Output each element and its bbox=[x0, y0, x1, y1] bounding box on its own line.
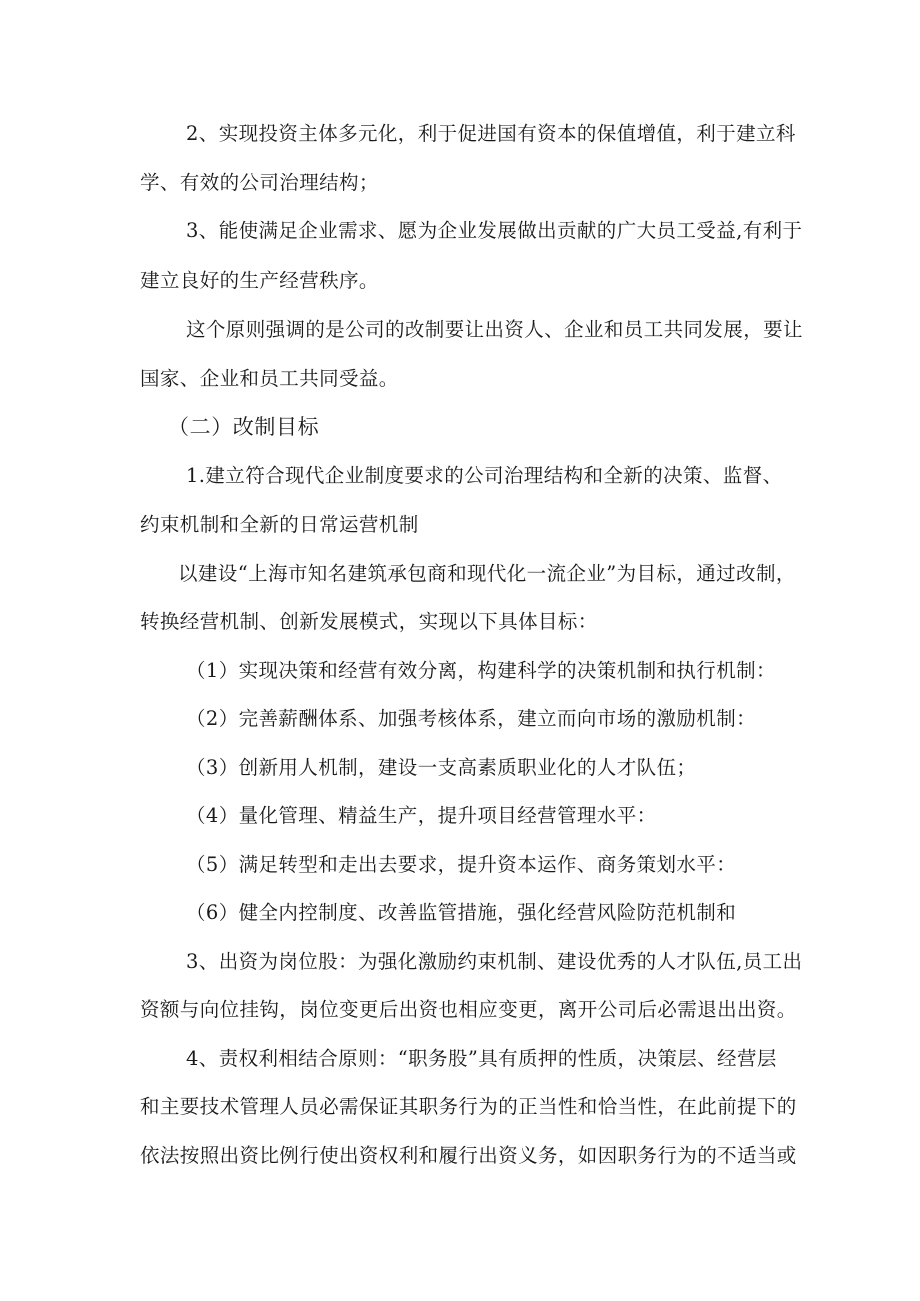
paragraph-line: 2、实现投资主体多元化，利于促进国有资本的保值增值，利于建立科 bbox=[186, 122, 796, 145]
paragraph-line: 3、能使满足企业需求、愿为企业发展做出贡献的广大员工受益,有利于 bbox=[186, 219, 803, 242]
paragraph-line: 以建设“上海市知名建筑承包商和现代化一流企业”为目标，通过改制， bbox=[178, 562, 796, 585]
list-item: （4）量化管理、精益生产，提升项目经营管理水平： bbox=[186, 804, 657, 827]
paragraph-line: 约束机制和全新的日常运营机制 bbox=[140, 513, 419, 536]
paragraph-line: 转换经营机制、创新发展模式，实现以下具体目标： bbox=[140, 610, 598, 633]
paragraph-line: 建立良好的生产经营秩序。 bbox=[140, 269, 379, 292]
paragraph-line: 和主要技术管理人员必需保证其职务行为的正当性和恰当性，在此前提下的 bbox=[140, 1095, 797, 1118]
list-item: （1）实现决策和经营有效分离，构建科学的决策机制和执行机制： bbox=[186, 659, 776, 682]
paragraph-line: 依法按照出资比例行使出资权利和履行出资义务，如因职务行为的不适当或 bbox=[140, 1144, 797, 1167]
list-item: （2）完善薪酬体系、加强考核体系，建立而向市场的激励机制： bbox=[186, 707, 757, 730]
paragraph-line: 国家、企业和员工共同受益。 bbox=[140, 367, 399, 390]
list-item: （5）满足转型和走出去要求，提升资本运作、商务策划水平： bbox=[186, 853, 737, 876]
section-heading: （二）改制目标 bbox=[168, 415, 320, 439]
paragraph-line: 4、责权利相结合原则：“职务股”具有质押的性质，决策层、经营层 bbox=[186, 1047, 777, 1070]
paragraph-line: 1.建立符合现代企业制度要求的公司治理结构和全新的决策、监督、 bbox=[186, 464, 783, 487]
paragraph-line: 这个原则强调的是公司的改制要让出资人、企业和员工共同发展，要让 bbox=[186, 318, 803, 341]
paragraph-line: 学、有效的公司治理结构； bbox=[140, 171, 379, 194]
paragraph-line: 3、出资为岗位股：为强化激励约束机制、建设优秀的人才队伍,员工出 bbox=[186, 950, 803, 973]
paragraph-line: 资额与向位挂钩，岗位变更后出资也相应变更，离开公司后必需退出出资。 bbox=[140, 998, 797, 1021]
list-item: （6）健全内控制度、改善监管措施，强化经营风险防范机制和 bbox=[186, 901, 737, 924]
list-item: （3）创新用人机制，建设一支高素质职业化的人才队伍； bbox=[186, 756, 697, 779]
